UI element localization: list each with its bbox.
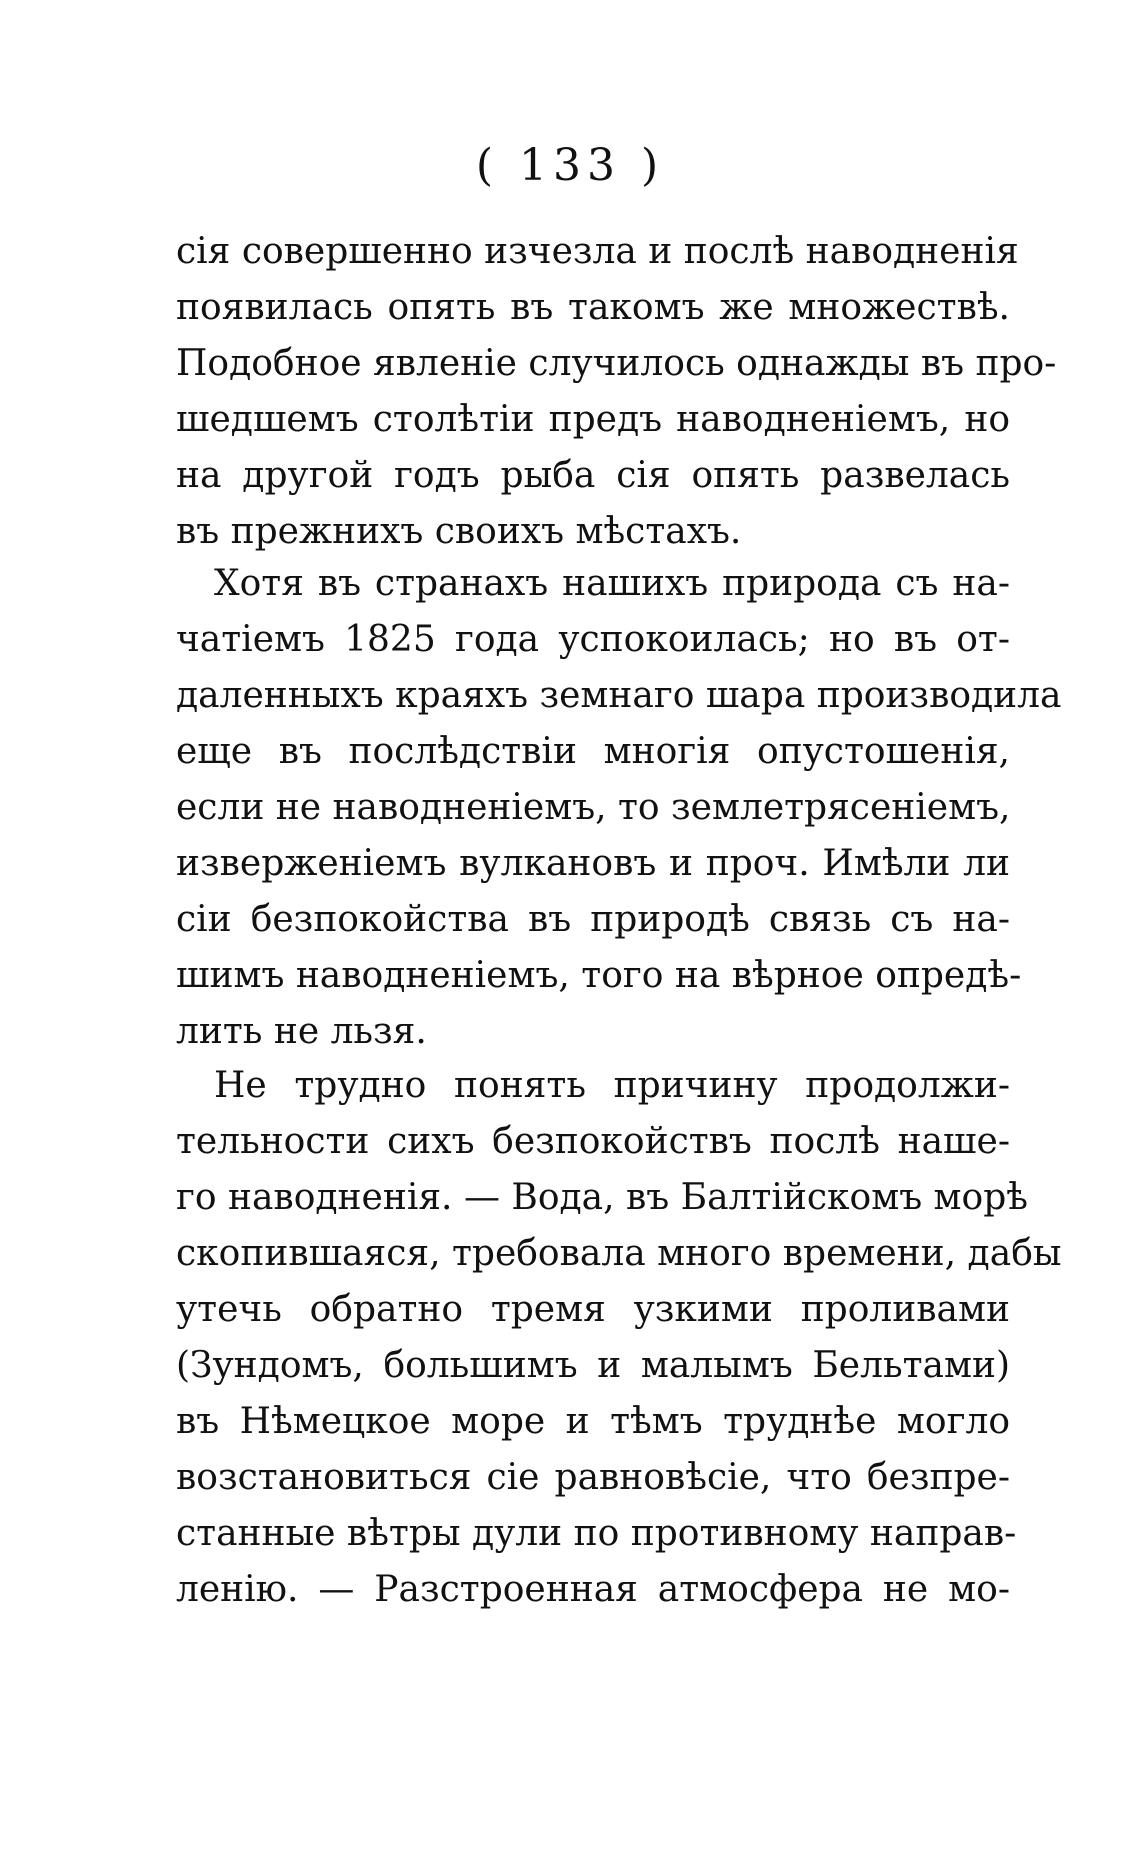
text-line: на другой годъ рыба сія опять развелась — [176, 455, 1010, 496]
text-line: скопившаяся, требовала много времени, дабы — [176, 1233, 1062, 1274]
paragraph-2 — [176, 556, 1062, 1060]
text-line: го наводненія. — Вода, въ Балтійскомъ морѣ — [176, 1177, 1028, 1218]
text-line: если не наводненіемъ, то землетрясеніемъ, — [176, 787, 1011, 828]
text-line: чатіемъ 1825 года успокоилась; но въ от- — [176, 619, 1010, 660]
text-line: въ прежнихъ своихъ мѣстахъ. — [176, 511, 742, 552]
text-line: даленныхъ краяхъ земнаго шара производила — [176, 675, 1062, 716]
text-line: возстановиться сіе равновѣсіе, что безпре- — [176, 1457, 1010, 1498]
text-line: появилась опять въ такомъ же множествѣ. — [176, 287, 1010, 328]
text-line: Подобное явленіе случилось однажды въ про- — [176, 343, 1057, 384]
text-line: изверженіемъ вулкановъ и проч. Имѣли ли — [176, 843, 1010, 884]
text-line: Не трудно понять причину продолжи- — [214, 1065, 1010, 1106]
text-line: въ Нѣмецкое море и тѣмъ труднѣе могло — [176, 1401, 1010, 1442]
text-line: сія совершенно изчезла и послѣ наводненія — [176, 231, 1019, 272]
paragraph-continuation — [176, 1562, 1010, 1618]
text-line: шедшемъ столѣтіи предъ наводненіемъ, но — [176, 399, 1010, 440]
text-line: тельности сихъ безпокойствъ послѣ наше- — [176, 1121, 1010, 1162]
text-line: шимъ наводненіемъ, того на вѣрное опредѣ- — [176, 955, 1022, 996]
text-line: Хотя въ странахъ нашихъ природа съ на- — [214, 563, 1010, 604]
paragraph-3 — [176, 1058, 1062, 1562]
text-line: утечь обратно тремя узкими проливами — [176, 1289, 1010, 1330]
text-line: лить не льзя. — [176, 1011, 427, 1052]
page-number: ( 133 ) — [475, 140, 665, 191]
text-line: ленію. — Разстроенная атмосфера не мо- — [176, 1569, 1010, 1610]
text-line: еще въ послѣдствіи многія опустошенія, — [176, 731, 1010, 772]
paragraph-1 — [176, 224, 1057, 560]
text-line: станные вѣтры дули по противному направ- — [176, 1513, 1017, 1554]
text-line: сіи безпокойства въ природѣ связь съ на- — [176, 899, 1010, 940]
text-line: (Зундомъ, большимъ и малымъ Бельтами) — [176, 1345, 1010, 1386]
